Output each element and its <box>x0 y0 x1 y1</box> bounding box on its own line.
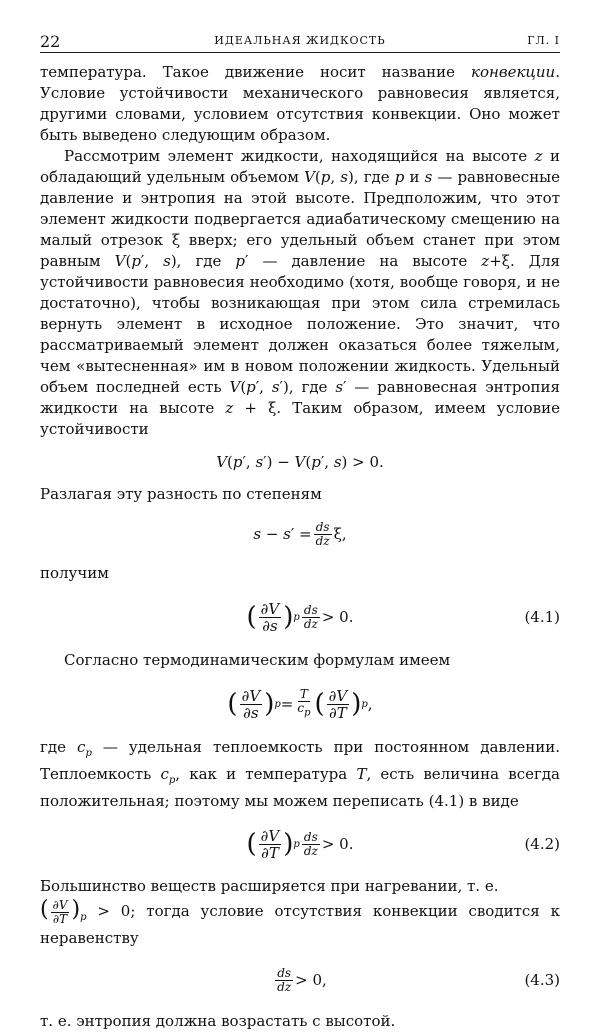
equation-4-2: ( $\frac{\partial V}{\partial T}$ ) p $\frac{ds}{dz}$ > 0. (4.2) <box>246 826 560 862</box>
running-header <box>40 32 560 53</box>
chapter-label: ГЛ. I <box>527 34 560 47</box>
equation-number-4-3: (4.3) <box>524 971 560 989</box>
paragraph-3: Разлагая эту разность по степеням <box>40 485 322 503</box>
paragraph-6: где $c_p$ — удельная теплоемкость при постоянном давлении. Теплоемкость $c_p$, как и температура T, есть величина всегда положительная; поэтому мы можем переписать (4.1) в виде <box>40 738 561 810</box>
equation-4-1: ( $\frac{\partial V}{\partial s}$ ) p $\frac{ds}{dz}$ > 0. (4.1) <box>246 599 560 635</box>
equation-number-4-1: (4.1) <box>524 608 560 626</box>
paragraph-5: Согласно термодинамическим формулам имеем <box>64 651 451 669</box>
page-body <box>40 62 560 1032</box>
thermodynamic-identity-formula: ( $\frac{\partial V}{\partial s}$ ) p = $\frac{T}{c_p}$ ( $\frac{\partial V}{\partial T}$ ) p , <box>227 686 373 722</box>
paragraph-7: Большинство веществ расширяется при нагревании, т. е. ( $\frac{\partial V}{\partial T}$ )$_p > 0$; тогда условие отсутствия конвекции сводится к неравенству <box>40 877 560 947</box>
page-number: 22 <box>40 32 61 51</box>
entropy-expansion-formula: s − s′ = $\frac{ds}{dz}$ ξ, <box>253 519 347 548</box>
stability-condition-formula: V(p′, s′) − V(p′, s) > 0. <box>216 453 384 471</box>
paragraph-1: температура. Такое движение носит название конвекции. Условие устойчивости механического равновесия является, другими словами, условием отсутствия конвекции. Оно может быть выведено следующим образом. <box>40 63 560 144</box>
term-convection: конвекции <box>470 63 556 81</box>
running-title: ИДЕАЛЬНАЯ ЖИДКОСТЬ <box>214 34 386 47</box>
paragraph-8: т. е. энтропия должна возрастать с высотой. <box>40 1012 396 1030</box>
paragraph-4: получим <box>40 564 109 582</box>
paragraph-2: Рассмотрим элемент жидкости, находящийся на высоте z и обладающий удельным объемом V(p, s), где p и s — равновесные давление и энтропия на этой высоте. Предположим, что этот элемент жидкости подвергается адиабатическому смещению на малый отрезок ξ вверх; его удельный объем станет при этом равным V(p′, s), где p′ — давление на высоте z+ξ. Для устойчивости равновесия необходимо (хотя, вообще говоря, и не достаточно), чтобы возникающая при этом сила стремилась вернуть элемент в исходное положение. Это значит, что рассматриваемый элемент должен оказаться более тяжелым, чем «вытесненная» им в новом положении жидкость. Удельный объем последней есть V(p′, s′), где s′ — равновесная энтропия жидкости на высоте z + ξ. Таким образом, имеем условие устойчивости <box>40 147 561 438</box>
equation-4-3: $\frac{ds}{dz}$ > 0, (4.3) <box>277 965 560 994</box>
equation-number-4-2: (4.2) <box>524 835 560 853</box>
